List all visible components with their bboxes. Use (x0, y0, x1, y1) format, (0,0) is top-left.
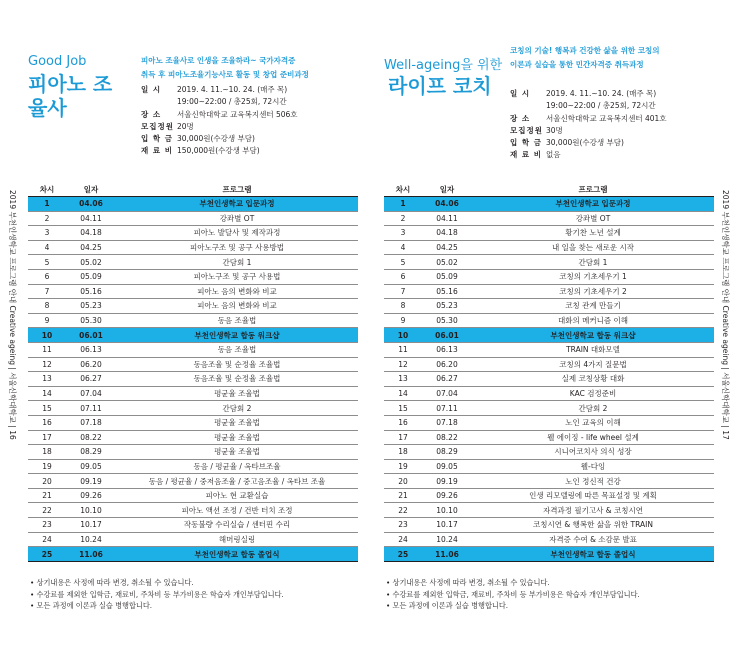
cell-session: 2 (384, 211, 422, 226)
cell-session: 20 (384, 474, 422, 489)
info-value: 19:00~22:00 / 총25회, 72시간 (546, 101, 656, 111)
col-header-session: 차시 (384, 182, 422, 197)
cell-session: 25 (28, 547, 66, 562)
cell-date: 04.18 (422, 226, 472, 241)
info-row-fee (510, 137, 730, 149)
cell-session: 10 (28, 328, 66, 343)
col-header-program: 프로그램 (116, 182, 358, 197)
info-row-capacity (510, 125, 730, 137)
cell-session: 1 (28, 197, 66, 212)
col-header-date: 일자 (422, 182, 472, 197)
info-value: 2019. 4. 11.~10. 24. (매주 목) (546, 89, 657, 98)
cell-date: 06.20 (66, 357, 116, 372)
cell-date: 06.01 (422, 328, 472, 343)
info-row-time (510, 100, 730, 112)
cell-date: 05.02 (422, 255, 472, 270)
cell-program: 코칭시연 & 행복한 삶을 위한 TRAIN (472, 518, 714, 533)
info-label: 입 학 금 (141, 134, 173, 144)
cell-program: 평균율 조율법 (116, 386, 358, 401)
cell-date: 10.10 (422, 503, 472, 518)
cell-session: 9 (28, 313, 66, 328)
cell-session: 14 (384, 386, 422, 401)
cell-date: 10.24 (66, 532, 116, 547)
side-caption-text: 2019 부천인생학교 프로그램 안내 Creative ageing | 서울신학대학교 | 17 (721, 190, 730, 440)
table-row (28, 518, 358, 533)
cell-date: 07.04 (66, 386, 116, 401)
cell-program: 동음 / 평균율 / 옥타브조율 (116, 459, 358, 474)
cell-date: 10.10 (66, 503, 116, 518)
cell-session: 9 (384, 313, 422, 328)
cell-program: 코칭의 4가지 질문법 (472, 357, 714, 372)
cell-date: 11.06 (422, 547, 472, 562)
cell-date: 06.13 (422, 342, 472, 357)
info-row-fee (141, 133, 361, 145)
table-row (28, 313, 358, 328)
cell-program: 피아노 음의 변화와 비교 (116, 284, 358, 299)
table-row (384, 197, 714, 212)
cell-session: 7 (28, 284, 66, 299)
cell-program: 부천인생학교 합동 워크샵 (116, 328, 358, 343)
cell-session: 8 (28, 299, 66, 314)
info-value: 없음 (546, 150, 561, 160)
cell-date: 08.29 (422, 445, 472, 460)
cell-session: 21 (28, 488, 66, 503)
table-row (28, 328, 358, 343)
col-header-date: 일자 (66, 182, 116, 197)
cell-program: 간담회 2 (116, 401, 358, 416)
cell-session: 6 (28, 269, 66, 284)
cell-date: 07.18 (422, 415, 472, 430)
table-row (384, 328, 714, 343)
table-row (384, 415, 714, 430)
table-row (28, 445, 358, 460)
cell-date: 09.26 (422, 488, 472, 503)
table-row (384, 240, 714, 255)
table-row (28, 386, 358, 401)
info-label (510, 100, 546, 112)
course-title-en: Well-ageing을 위한 (384, 58, 503, 73)
cell-date: 06.13 (66, 342, 116, 357)
course-subtitle (510, 44, 730, 72)
cell-program: 시니어코치사 의식 성장 (472, 445, 714, 460)
cell-program: 피아노 음의 변화와 비교 (116, 299, 358, 314)
table-row (384, 459, 714, 474)
cell-date: 04.25 (66, 240, 116, 255)
table-row (384, 532, 714, 547)
cell-session: 21 (384, 488, 422, 503)
table-row (384, 547, 714, 562)
table-row (28, 415, 358, 430)
info-label: 일 시 (141, 85, 162, 94)
cell-session: 13 (384, 372, 422, 387)
course-subtitle (141, 54, 361, 82)
info-label (141, 96, 177, 108)
cell-date: 06.20 (422, 357, 472, 372)
course-info (141, 84, 361, 158)
table-row (28, 269, 358, 284)
cell-program: 간담회 2 (472, 401, 714, 416)
side-caption-right (717, 190, 731, 440)
table-body (28, 197, 358, 562)
cell-program: 간담회 1 (116, 255, 358, 270)
cell-date: 07.11 (66, 401, 116, 416)
cell-program: 강좌별 OT (116, 211, 358, 226)
note-line: • 모든 과정에 이론과 실습 병행합니다. (30, 601, 153, 610)
cell-program: 간담회 1 (472, 255, 714, 270)
cell-program: 피아노구조 및 공구 사용방법 (116, 240, 358, 255)
cell-date: 05.09 (66, 269, 116, 284)
right-page (384, 0, 714, 652)
table-row (28, 401, 358, 416)
cell-date: 08.22 (422, 430, 472, 445)
table-row (28, 532, 358, 547)
cell-program: 자격증 수여 & 소감문 발표 (472, 532, 714, 547)
cell-session: 3 (384, 226, 422, 241)
cell-program: 노인 교육의 이해 (472, 415, 714, 430)
cell-date: 09.26 (66, 488, 116, 503)
notes (386, 577, 716, 612)
col-header-program: 프로그램 (472, 182, 714, 197)
cell-date: 04.06 (66, 197, 116, 212)
cell-date: 05.16 (422, 284, 472, 299)
info-value: 2019. 4. 11.~10. 24. (매주 목) (177, 85, 288, 94)
table-row (384, 488, 714, 503)
table-header-row (28, 182, 358, 197)
note-line: • 상기내용은 사정에 따라 변경, 취소될 수 있습니다. (30, 578, 194, 587)
cell-program: 강좌별 OT (472, 211, 714, 226)
cell-session: 1 (384, 197, 422, 212)
subtitle-line: 코칭의 기술! 행복과 건강한 삶을 위한 코칭의 (510, 46, 660, 55)
table-body (384, 197, 714, 562)
table-row (384, 342, 714, 357)
cell-session: 17 (28, 430, 66, 445)
cell-session: 15 (384, 401, 422, 416)
cell-program: 해머링실링 (116, 532, 358, 547)
cell-session: 19 (384, 459, 422, 474)
info-label: 모집정원 (510, 125, 543, 135)
table-row (28, 372, 358, 387)
cell-program: 평균율 조율법 (116, 430, 358, 445)
table-row (384, 503, 714, 518)
cell-program: 웰-다잉 (472, 459, 714, 474)
col-header-session: 차시 (28, 182, 66, 197)
cell-date: 05.09 (422, 269, 472, 284)
cell-session: 14 (28, 386, 66, 401)
table-row (28, 474, 358, 489)
cell-session: 20 (28, 474, 66, 489)
course-title-en: Good Job (28, 54, 87, 69)
table-row (384, 430, 714, 445)
info-value: 서울신학대학교 교육복지센터 506호 (177, 109, 298, 119)
info-row-material (141, 145, 361, 157)
cell-session: 5 (28, 255, 66, 270)
note-line: • 수강료를 제외한 입학금, 재료비, 주차비 등 부가비용은 학습자 개인부담입니다. (386, 589, 640, 599)
cell-session: 25 (384, 547, 422, 562)
cell-program: 대화의 메커니즘 이해 (472, 313, 714, 328)
cell-session: 2 (28, 211, 66, 226)
cell-program: 평균율 조율법 (116, 445, 358, 460)
subtitle-line: 피아노 조율사로 인생을 조율하라~ 국가자격증 (141, 56, 296, 65)
table-row (384, 401, 714, 416)
table-row (28, 240, 358, 255)
cell-program: 자격과정 필기고사 & 코칭시연 (472, 503, 714, 518)
info-row-schedule (510, 88, 730, 100)
table-row (384, 386, 714, 401)
table-row (28, 211, 358, 226)
info-row-material (510, 149, 730, 161)
subtitle-line: 이론과 실습을 통한 민간자격증 취득과정 (510, 60, 644, 69)
cell-date: 09.05 (66, 459, 116, 474)
cell-date: 10.24 (422, 532, 472, 547)
note-line: • 수강료를 제외한 입학금, 재료비, 주차비 등 부가비용은 학습자 개인부담입니다. (30, 589, 284, 599)
schedule-table (28, 182, 358, 562)
cell-program: 부천인생학교 입문과정 (116, 197, 358, 212)
cell-session: 4 (384, 240, 422, 255)
cell-date: 04.18 (66, 226, 116, 241)
cell-program: 웰 에이징 - life wheel 설계 (472, 430, 714, 445)
cell-session: 12 (384, 357, 422, 372)
table-row (384, 284, 714, 299)
cell-date: 07.18 (66, 415, 116, 430)
cell-program: 코칭 관계 만들기 (472, 299, 714, 314)
table-row (384, 269, 714, 284)
note-line: • 상기내용은 사정에 따라 변경, 취소될 수 있습니다. (386, 578, 550, 587)
table-header-row (384, 182, 714, 197)
info-value: 20명 (177, 121, 194, 131)
cell-session: 23 (28, 518, 66, 533)
side-caption-text: 2019 부천인생학교 프로그램 안내 Creative ageing | 서울신학대학교 | 16 (8, 190, 17, 440)
info-value: 150,000원(수강생 부담) (177, 146, 260, 156)
cell-program: 동음 / 평균율 / 중저음조율 / 중고음조율 / 옥타브 조율 (116, 474, 358, 489)
cell-program: 코칭의 기초세우기 2 (472, 284, 714, 299)
table-row (28, 226, 358, 241)
cell-program: 동음 조율법 (116, 313, 358, 328)
cell-session: 24 (384, 532, 422, 547)
cell-date: 04.25 (422, 240, 472, 255)
cell-date: 05.30 (66, 313, 116, 328)
table-row (28, 357, 358, 372)
cell-session: 16 (28, 415, 66, 430)
cell-date: 09.19 (66, 474, 116, 489)
cell-date: 10.17 (422, 518, 472, 533)
cell-date: 05.30 (422, 313, 472, 328)
info-value: 30,000원(수강생 부담) (546, 138, 624, 148)
cell-session: 3 (28, 226, 66, 241)
cell-date: 05.23 (422, 299, 472, 314)
info-label: 장 소 (510, 113, 531, 123)
table-row (28, 430, 358, 445)
cell-program: 인생 리모델링에 따른 목표설정 및 계획 (472, 488, 714, 503)
side-caption-left (4, 190, 18, 440)
cell-program: 피아노 현 교환실습 (116, 488, 358, 503)
cell-program: 부천인생학교 합동 졸업식 (116, 547, 358, 562)
info-row-capacity (141, 121, 361, 133)
cell-program: 황기찬 노년 설계 (472, 226, 714, 241)
cell-session: 15 (28, 401, 66, 416)
cell-date: 04.11 (66, 211, 116, 226)
cell-date: 06.27 (66, 372, 116, 387)
info-value: 30,000원(수강생 부담) (177, 134, 255, 144)
info-row-place (510, 113, 730, 125)
info-row-place (141, 109, 361, 121)
cell-date: 07.11 (422, 401, 472, 416)
table-row (28, 255, 358, 270)
cell-session: 17 (384, 430, 422, 445)
cell-session: 11 (28, 342, 66, 357)
cell-session: 24 (28, 532, 66, 547)
cell-session: 23 (384, 518, 422, 533)
cell-program: 동음조율 및 순정율 조율법 (116, 372, 358, 387)
cell-program: 노인 정신적 건강 (472, 474, 714, 489)
cell-date: 08.22 (66, 430, 116, 445)
table-row (28, 342, 358, 357)
cell-date: 05.16 (66, 284, 116, 299)
cell-date: 06.01 (66, 328, 116, 343)
cell-session: 22 (28, 503, 66, 518)
table-row (384, 211, 714, 226)
schedule-table (384, 182, 714, 562)
cell-session: 22 (384, 503, 422, 518)
table-row (28, 488, 358, 503)
cell-date: 05.23 (66, 299, 116, 314)
table-row (28, 197, 358, 212)
cell-session: 18 (384, 445, 422, 460)
table-row (384, 313, 714, 328)
info-value: 30명 (546, 125, 563, 135)
table-row (384, 255, 714, 270)
info-value: 서울신학대학교 교육복지센터 401호 (546, 113, 667, 123)
info-row-time (141, 96, 361, 108)
cell-program: 피아노 발달사 및 제작과정 (116, 226, 358, 241)
cell-program: 동음조율 및 순정율 조율법 (116, 357, 358, 372)
table-row (28, 459, 358, 474)
cell-date: 05.02 (66, 255, 116, 270)
info-value: 19:00~22:00 / 총25회, 72시간 (177, 97, 287, 107)
info-label: 입 학 금 (510, 138, 542, 148)
cell-date: 04.06 (422, 197, 472, 212)
cell-session: 8 (384, 299, 422, 314)
cell-program: 동음 조율법 (116, 342, 358, 357)
cell-date: 04.11 (422, 211, 472, 226)
table-row (384, 372, 714, 387)
cell-session: 13 (28, 372, 66, 387)
cell-session: 6 (384, 269, 422, 284)
info-label: 일 시 (510, 89, 531, 98)
cell-date: 11.06 (66, 547, 116, 562)
cell-session: 10 (384, 328, 422, 343)
course-info (510, 88, 730, 162)
table-row (28, 547, 358, 562)
cell-session: 11 (384, 342, 422, 357)
table-row (384, 445, 714, 460)
cell-program: 피아노구조 및 공구 사용법 (116, 269, 358, 284)
cell-program: 피아노 액션 조정 / 건반 터치 조정 (116, 503, 358, 518)
cell-session: 18 (28, 445, 66, 460)
cell-session: 16 (384, 415, 422, 430)
cell-date: 07.04 (422, 386, 472, 401)
cell-program: 내 일을 찾는 새로운 시작 (472, 240, 714, 255)
cell-program: TRAIN 대화모델 (472, 342, 714, 357)
info-label: 재 료 비 (141, 146, 173, 156)
table-row (384, 357, 714, 372)
table-row (28, 284, 358, 299)
cell-session: 12 (28, 357, 66, 372)
subtitle-line: 취득 후 피아노조율기능사로 활동 및 창업 준비과정 (141, 70, 309, 79)
cell-program: 실제 코칭상황 대화 (472, 372, 714, 387)
cell-program: 코칭의 기초세우기 1 (472, 269, 714, 284)
cell-program: 부천인생학교 합동 졸업식 (472, 547, 714, 562)
table-row (28, 503, 358, 518)
course-title-ko: 피아노 조율사 (28, 72, 113, 120)
info-label: 재 료 비 (510, 150, 542, 160)
table-row (384, 299, 714, 314)
left-page (28, 0, 358, 652)
info-label: 모집정원 (141, 121, 174, 131)
cell-program: KAC 검정준비 (472, 386, 714, 401)
cell-program: 부천인생학교 합동 워크샵 (472, 328, 714, 343)
cell-session: 4 (28, 240, 66, 255)
cell-session: 7 (384, 284, 422, 299)
cell-program: 부천인생학교 입문과정 (472, 197, 714, 212)
cell-session: 19 (28, 459, 66, 474)
note-line: • 모든 과정에 이론과 실습 병행합니다. (386, 601, 509, 610)
info-row-schedule (141, 84, 361, 96)
table-row (28, 299, 358, 314)
info-label: 장 소 (141, 109, 162, 119)
table-row (384, 226, 714, 241)
course-title-ko: 라이프 코치 (388, 74, 492, 98)
cell-session: 5 (384, 255, 422, 270)
cell-date: 06.27 (422, 372, 472, 387)
table-row (384, 518, 714, 533)
cell-date: 10.17 (66, 518, 116, 533)
table-row (384, 474, 714, 489)
cell-program: 평균율 조율법 (116, 415, 358, 430)
notes (30, 577, 360, 612)
cell-date: 09.05 (422, 459, 472, 474)
cell-program: 작동불량 수리실습 / 센터핀 수리 (116, 518, 358, 533)
cell-date: 08.29 (66, 445, 116, 460)
cell-date: 09.19 (422, 474, 472, 489)
